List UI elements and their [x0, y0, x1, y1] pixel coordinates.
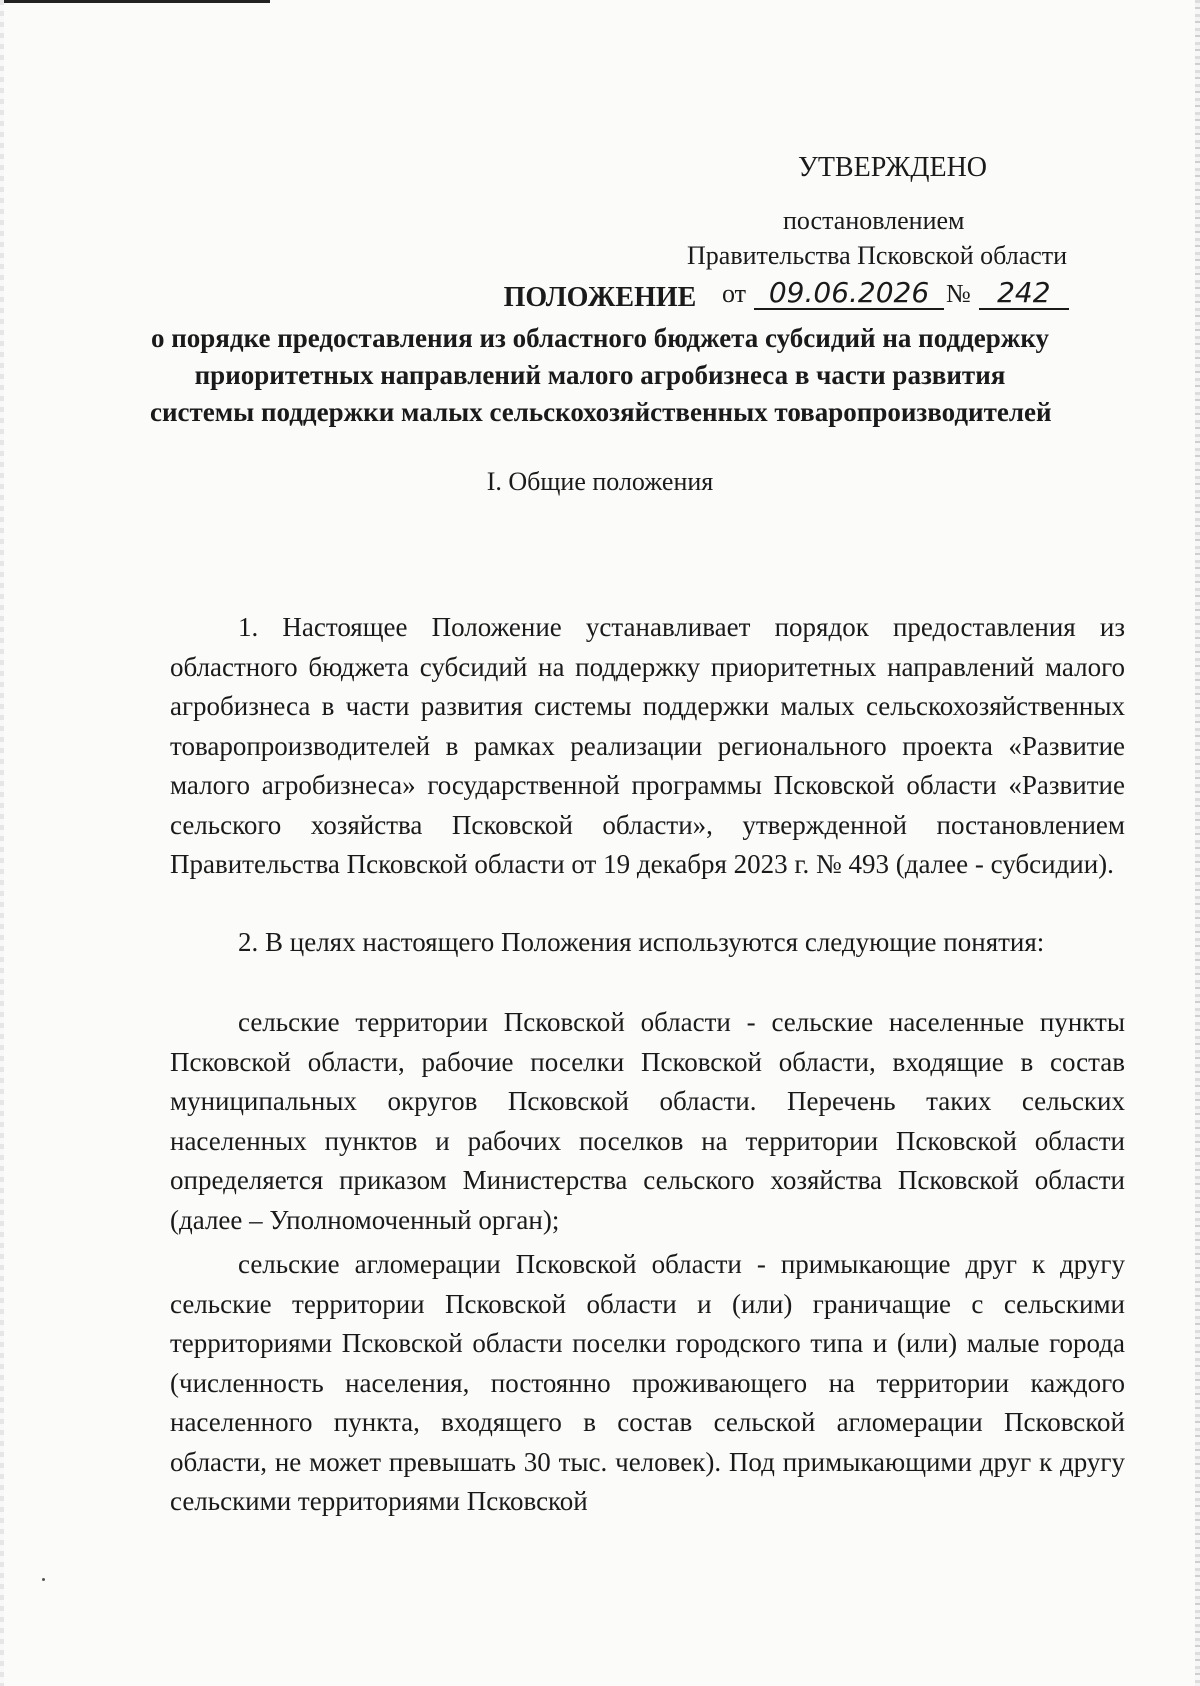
document-title: ПОЛОЖЕНИЕ	[503, 282, 697, 313]
scan-edge-right	[1195, 0, 1200, 1686]
document-subtitle-line-3: системы поддержки малых сельскохозяйственных товаропроизводителей	[150, 397, 1052, 427]
document-subtitle-line-2: приоритетных направлений малого агробизнеса в части развития	[194, 360, 1006, 390]
handwritten-number: 242	[979, 278, 1069, 310]
section-title: I. Общие положения	[486, 467, 714, 496]
paragraph-2: 2. В целях настоящего Положения используются следующие понятия:	[238, 927, 1045, 957]
paragraph-3: сельские территории Псковской области - сельские населенные пункты Псковской области, рабочие поселки Псковской области, входящие в состав муниципальных округов Псковской области. Перечень таких сельских населенных пунктов и рабочих поселков на территории Псковской области определяется приказом Министерства сельского хозяйства Псковской области (далее – Уполномоченный орган);	[170, 1007, 1125, 1235]
approval-line-government: Правительства Псковской области	[687, 241, 1068, 270]
approval-title: УТВЕРЖДЕНО	[798, 152, 988, 183]
paragraph-4: сельские агломерации Псковской области - примыкающие друг к другу сельские территории Псковской области и (или) граничащие с сельскими территориями Псковской области поселки городского типа и (или) малые города (численность населения, постоянно проживающего на территории каждого населенного пункта, входящего в состав сельской агломерации Псковской области, не может превышать 30 тыс. человек). Под примыкающими друг к другу сельскими территориями Псковской	[170, 1249, 1125, 1516]
approval-line-resolution: постановлением	[783, 206, 965, 235]
handwritten-date: 09.06.2026	[754, 278, 944, 310]
date-prefix: от	[722, 279, 747, 308]
scan-speck	[42, 1578, 45, 1581]
scan-edge-left	[0, 0, 4, 1686]
number-sign: №	[946, 279, 971, 308]
scan-edge-top	[0, 0, 270, 3]
paragraph-1: 1. Настоящее Положение устанавливает порядок предоставления из областного бюджета субсидий на поддержку приоритетных направлений малого агробизнеса в части развития системы поддержки малых сельскохозяйственных товаропроизводителей в рамках реализации регионального проекта «Развитие малого агробизнеса» государственной программы Псковской области «Развитие сельского хозяйства Псковской области», утвержденной постановлением Правительства Псковской области от 19 декабря 2023 г. № 493 (далее - субсидии).	[170, 612, 1125, 879]
document-subtitle-line-1: о порядке предоставления из областного бюджета субсидий на поддержку	[150, 323, 1050, 353]
